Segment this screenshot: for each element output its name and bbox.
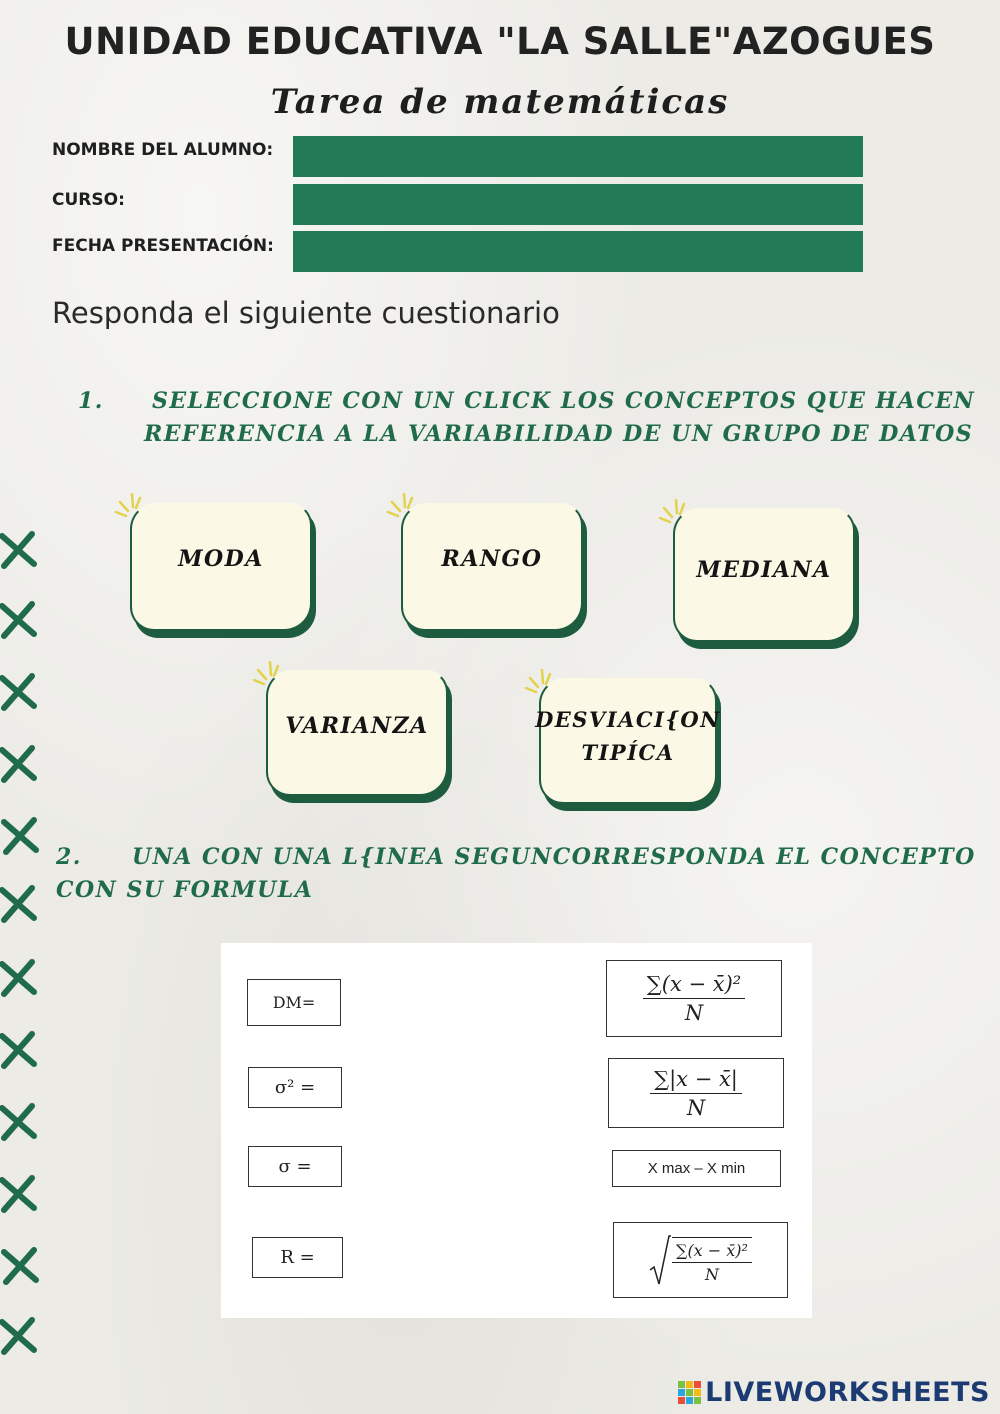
- question2-number: 2.: [56, 844, 82, 870]
- formula-fraction: [672, 1237, 752, 1284]
- x-mark-icon: [0, 884, 40, 924]
- concept-label: RANGO: [441, 545, 543, 572]
- concept-card-desviacion-tipica[interactable]: [535, 678, 721, 804]
- concept-box-label: R =: [280, 1247, 315, 1268]
- brand-grid-icon: [678, 1381, 702, 1405]
- x-mark-icon: [0, 1102, 40, 1142]
- subject-title: Tarea de matemáticas: [270, 82, 730, 122]
- concept-box-label: σ =: [278, 1156, 312, 1177]
- formula-box-variance[interactable]: [606, 960, 782, 1037]
- formula-numerator: ∑|x − x̄|: [650, 1067, 742, 1094]
- date-label: FECHA PRESENTACIÓN:: [52, 236, 274, 256]
- x-mark-icon: [0, 672, 40, 712]
- date-input[interactable]: [293, 231, 863, 272]
- brand-name: LIVEWORKSHEETS: [705, 1377, 990, 1408]
- question1-line2: REFERENCIA A LA VARIABILIDAD DE UN GRUPO DE DATOS: [144, 421, 974, 447]
- student-name-input[interactable]: [293, 136, 863, 177]
- formula-denominator: N: [684, 1001, 704, 1025]
- formula-denominator: N: [704, 1264, 719, 1284]
- concept-label: DESVIACI{ON: [535, 707, 721, 732]
- concept-box-label: DM=: [272, 993, 316, 1012]
- formula-box-std-dev[interactable]: [613, 1222, 788, 1298]
- formula-fraction: [643, 972, 745, 1025]
- concept-box-std-dev[interactable]: [248, 1146, 342, 1187]
- formula-text: X max – X min: [647, 1160, 746, 1177]
- concept-card-moda[interactable]: [130, 503, 312, 631]
- x-mark-icon: [0, 958, 40, 998]
- x-mark-icon: [0, 816, 40, 856]
- formula-numerator: ∑(x − x̄)²: [672, 1241, 752, 1263]
- question2-line1: UNA CON UNA L{INEA SEGUNCORRESPONDA EL CONCEPTO: [132, 844, 976, 870]
- concept-label: VARIANZA: [285, 712, 429, 739]
- question2-line2: CON SU FORMULA: [56, 877, 314, 903]
- formula-panel: [221, 943, 812, 1318]
- course-label: CURSO:: [52, 190, 125, 210]
- formula-box-mean-deviation[interactable]: [608, 1058, 784, 1128]
- x-mark-icon: [0, 1030, 40, 1070]
- concept-box-range[interactable]: [252, 1237, 343, 1278]
- x-mark-icon: [0, 1316, 40, 1356]
- x-mark-icon: [0, 1246, 40, 1286]
- instruction-text: Responda el siguiente cuestionario: [52, 296, 560, 330]
- x-mark-icon: [0, 1174, 40, 1214]
- concept-card-rango[interactable]: [401, 503, 583, 631]
- concept-label: MODA: [178, 545, 264, 572]
- concept-label: TIPÍCA: [581, 740, 675, 765]
- concept-label: MEDIANA: [696, 556, 832, 583]
- course-input[interactable]: [293, 184, 863, 225]
- square-root-icon: [649, 1234, 671, 1286]
- concept-card-mediana[interactable]: [673, 508, 855, 642]
- student-name-label: NOMBRE DEL ALUMNO:: [52, 140, 274, 160]
- brand-logo: [678, 1377, 990, 1408]
- concept-box-variance[interactable]: [248, 1067, 342, 1108]
- concept-box-label: σ² =: [274, 1077, 316, 1098]
- concept-card-varianza[interactable]: [266, 670, 448, 796]
- question1-line1: SELECCIONE CON UN CLICK LOS CONCEPTOS QUE HACEN: [152, 388, 976, 414]
- formula-numerator: ∑(x − x̄)²: [643, 972, 745, 999]
- concept-box-dm[interactable]: [247, 979, 341, 1026]
- question1-number: 1.: [78, 388, 104, 414]
- x-mark-icon: [0, 744, 40, 784]
- formula-box-range[interactable]: [612, 1150, 781, 1187]
- x-mark-icon: [0, 530, 40, 570]
- school-title: UNIDAD EDUCATIVA "LA SALLE"AZOGUES: [64, 20, 936, 63]
- formula-denominator: N: [686, 1095, 706, 1120]
- formula-fraction: [650, 1067, 742, 1120]
- x-mark-icon: [0, 600, 40, 640]
